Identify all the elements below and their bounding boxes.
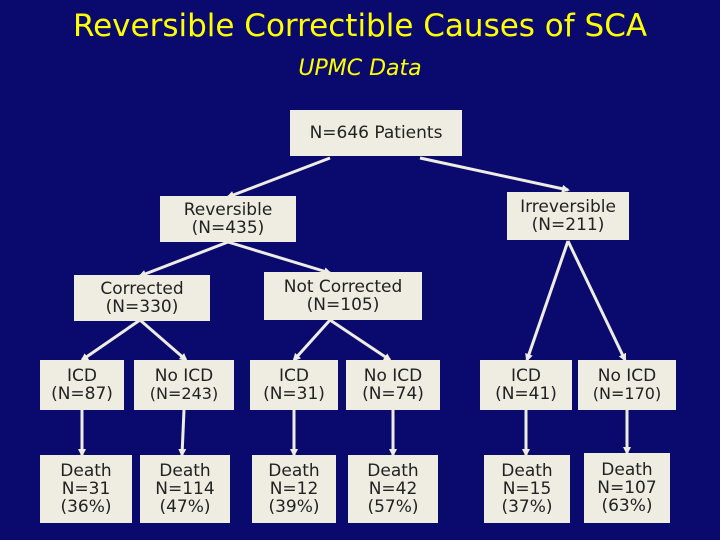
group-box-5: [480, 360, 572, 410]
group-label: ICD: [279, 366, 309, 386]
group-box-6: [578, 360, 676, 410]
corrected-box: [74, 275, 210, 321]
death-percent: (37%): [501, 497, 553, 517]
death-label: Death: [367, 461, 419, 481]
group-box-1: [40, 360, 124, 410]
death-count: N=15: [502, 479, 552, 499]
reversible-label: Reversible: [183, 200, 273, 220]
death-label: Death: [601, 460, 653, 480]
root-label: N=646 Patients: [309, 123, 443, 143]
arrow-noicd1-death: [182, 410, 184, 455]
irreversible-count: (N=211): [531, 215, 605, 235]
irreversible-label: Irreversible: [520, 197, 616, 217]
corrected-label: Corrected: [100, 279, 184, 299]
death-count: N=114: [155, 479, 215, 499]
slide-title: Reversible Correctible Causes of SCA: [72, 8, 648, 44]
arrow-root-irreversible: [420, 158, 568, 190]
death-box-2: [140, 455, 230, 523]
death-label: Death: [501, 461, 553, 481]
death-count: N=12: [269, 479, 319, 499]
not-corrected-count: (N=105): [306, 295, 380, 315]
death-box-1: [40, 455, 132, 523]
arrow-irreversible-icd: [527, 241, 568, 360]
arrow-corrected-noicd: [140, 320, 186, 360]
death-label: Death: [60, 461, 112, 481]
arrow-irreversible-noicd: [568, 241, 625, 360]
group-box-4: [346, 360, 440, 410]
root-box: [290, 110, 462, 156]
arrow-corrected-icd: [82, 320, 140, 360]
death-box-6: [584, 453, 670, 523]
death-count: N=107: [597, 478, 657, 498]
death-box-5: [484, 455, 570, 523]
group-count: (N=74): [362, 384, 424, 404]
irreversible-box: [507, 192, 629, 240]
death-count: N=31: [61, 479, 111, 499]
not-corrected-label: Not Corrected: [283, 277, 403, 297]
arrow-root-reversible: [228, 158, 330, 197]
arrow-reversible-corrected: [140, 242, 228, 276]
arrow-notcorrected-icd: [294, 320, 330, 360]
reversible-box: [160, 196, 296, 242]
death-box-4: [348, 455, 438, 523]
not-corrected-box: [264, 272, 422, 320]
death-label: Death: [159, 461, 211, 481]
group-box-2: [134, 360, 234, 410]
group-label: No ICD: [363, 366, 423, 386]
death-percent: (57%): [367, 497, 419, 517]
death-percent: (36%): [60, 497, 112, 517]
arrow-notcorrected-noicd: [330, 320, 390, 360]
group-count: (N=41): [495, 384, 557, 404]
slide-subtitle: UPMC Data: [298, 56, 422, 81]
death-percent: (39%): [268, 497, 320, 517]
arrow-reversible-notcorrected: [228, 242, 330, 273]
group-label: ICD: [67, 366, 97, 386]
group-label: No ICD: [597, 366, 657, 386]
reversible-count: (N=435): [191, 218, 265, 238]
group-count: (N=31): [263, 384, 325, 404]
corrected-count: (N=330): [105, 297, 179, 317]
group-label: No ICD: [154, 366, 214, 386]
group-box-3: [250, 360, 338, 410]
death-count: N=42: [368, 479, 418, 499]
group-count: (N=87): [51, 384, 113, 404]
group-count: (N=243): [149, 384, 219, 403]
death-percent: (63%): [601, 496, 653, 516]
group-count: (N=170): [592, 384, 662, 403]
death-label: Death: [268, 461, 320, 481]
death-percent: (47%): [159, 497, 211, 517]
group-label: ICD: [511, 366, 541, 386]
death-box-3: [252, 455, 336, 523]
